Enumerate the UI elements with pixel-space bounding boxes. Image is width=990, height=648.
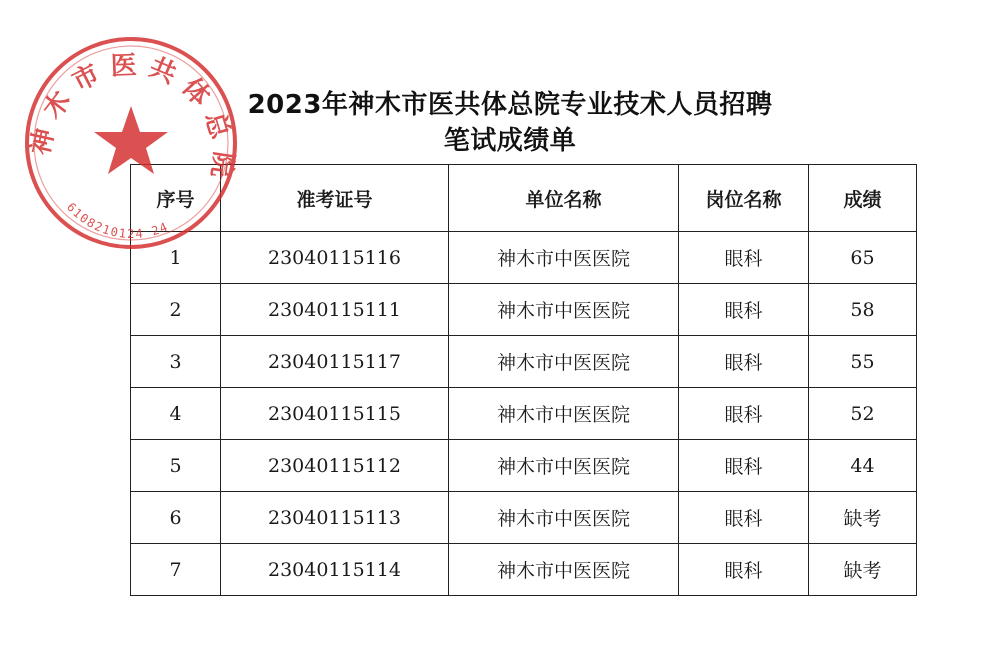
cell-score: 缺考 bbox=[809, 492, 917, 544]
header-exam-number: 准考证号 bbox=[221, 165, 449, 232]
header-serial: 序号 bbox=[131, 165, 221, 232]
cell-score: 52 bbox=[809, 388, 917, 440]
cell-position-name: 眼科 bbox=[679, 440, 809, 492]
cell-exam-number: 23040115114 bbox=[221, 544, 449, 596]
cell-unit-name: 神木市中医医院 bbox=[449, 336, 679, 388]
cell-serial: 6 bbox=[131, 492, 221, 544]
cell-exam-number: 23040115115 bbox=[221, 388, 449, 440]
cell-position-name: 眼科 bbox=[679, 336, 809, 388]
table-header-row bbox=[131, 165, 917, 232]
header-unit-name: 单位名称 bbox=[449, 165, 679, 232]
table-row bbox=[131, 284, 917, 336]
cell-unit-name: 神木市中医医院 bbox=[449, 284, 679, 336]
cell-unit-name: 神木市中医医院 bbox=[449, 232, 679, 284]
cell-position-name: 眼科 bbox=[679, 492, 809, 544]
cell-unit-name: 神木市中医医院 bbox=[449, 492, 679, 544]
cell-serial: 3 bbox=[131, 336, 221, 388]
cell-position-name: 眼科 bbox=[679, 284, 809, 336]
document-subtitle: 笔试成绩单 bbox=[443, 126, 577, 156]
table-row bbox=[131, 336, 917, 388]
header-position-name: 岗位名称 bbox=[679, 165, 809, 232]
document-title: 2023年神木市医共体总院专业技术人员招聘 bbox=[247, 90, 773, 120]
cell-score: 65 bbox=[809, 232, 917, 284]
cell-serial: 5 bbox=[131, 440, 221, 492]
header-score: 成绩 bbox=[809, 165, 917, 232]
cell-score: 缺考 bbox=[809, 544, 917, 596]
table-row bbox=[131, 492, 917, 544]
table-row bbox=[131, 388, 917, 440]
table-row bbox=[131, 232, 917, 284]
cell-unit-name: 神木市中医医院 bbox=[449, 388, 679, 440]
cell-serial: 1 bbox=[131, 232, 221, 284]
cell-score: 44 bbox=[809, 440, 917, 492]
cell-position-name: 眼科 bbox=[679, 388, 809, 440]
cell-position-name: 眼科 bbox=[679, 544, 809, 596]
cell-exam-number: 23040115116 bbox=[221, 232, 449, 284]
cell-position-name: 眼科 bbox=[679, 232, 809, 284]
cell-exam-number: 23040115112 bbox=[221, 440, 449, 492]
cell-serial: 2 bbox=[131, 284, 221, 336]
cell-score: 55 bbox=[809, 336, 917, 388]
cell-serial: 4 bbox=[131, 388, 221, 440]
cell-exam-number: 23040115117 bbox=[221, 336, 449, 388]
table-row bbox=[131, 544, 917, 596]
cell-exam-number: 23040115113 bbox=[221, 492, 449, 544]
cell-serial: 7 bbox=[131, 544, 221, 596]
score-table bbox=[130, 164, 917, 596]
seal-text: 神木市医共体总院 bbox=[25, 50, 239, 190]
cell-unit-name: 神木市中医医院 bbox=[449, 544, 679, 596]
cell-exam-number: 23040115111 bbox=[221, 284, 449, 336]
cell-score: 58 bbox=[809, 284, 917, 336]
cell-unit-name: 神木市中医医院 bbox=[449, 440, 679, 492]
table-row bbox=[131, 440, 917, 492]
seal-number: 6108210124 24 bbox=[63, 199, 171, 242]
